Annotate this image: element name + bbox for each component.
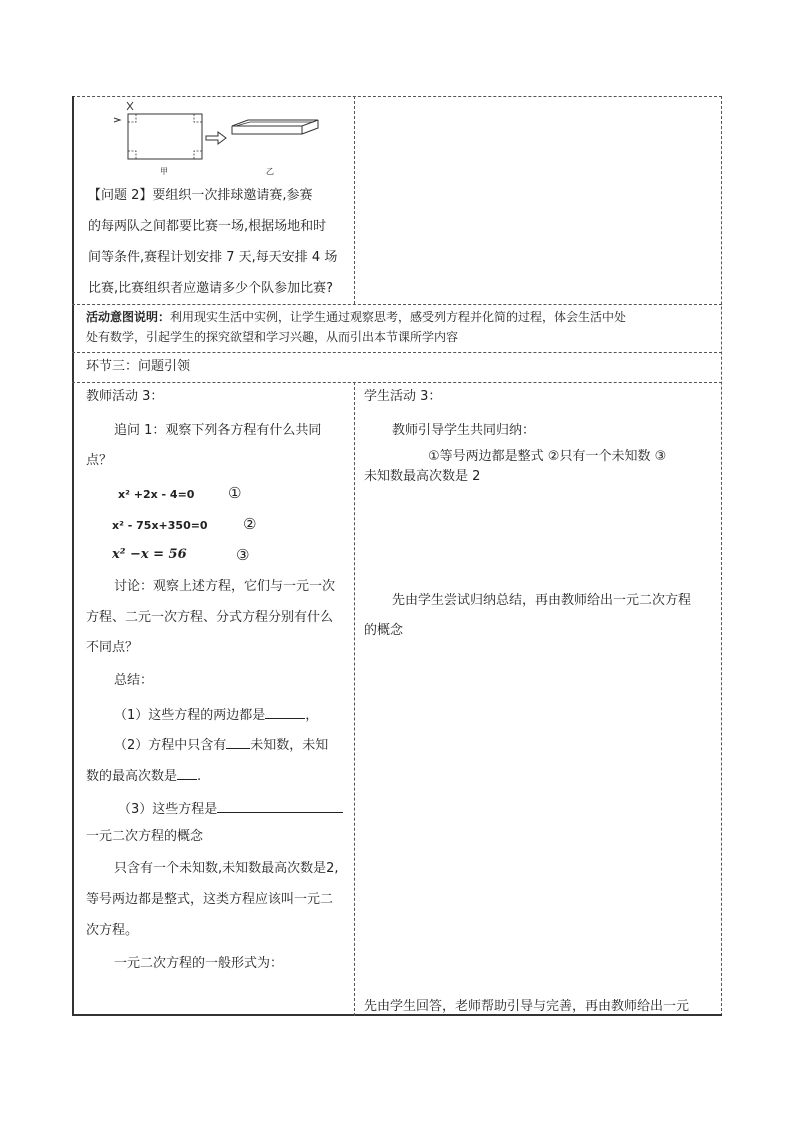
column-divider — [354, 96, 355, 304]
equation-3: x² −x = 56 — [112, 547, 187, 562]
column-divider — [354, 382, 355, 1016]
figure-label-left: 甲 — [160, 167, 168, 176]
summary-item-2-text-a: （2）方程中只含有 — [114, 738, 227, 753]
problem2-line3: 间等条件,赛程计划安排 7 天,每天安排 4 场 — [88, 250, 338, 265]
section3-title: 环节三：问题引领 — [86, 359, 191, 374]
teacher-heading: 教师活动 3： — [86, 389, 164, 404]
summary-item-2 — [114, 734, 328, 755]
summary-item-2-text-c: 数的最高次数是 — [86, 769, 178, 784]
equation-2: x² - 75x+350=0 — [112, 519, 208, 532]
problem2-line4: 比赛,比赛组织者应邀请多少个队参加比赛? — [88, 281, 334, 296]
student-heading: 学生活动 3： — [364, 389, 442, 404]
q1-line1: 追问 1：观察下列各方程有什么共同 — [114, 423, 322, 438]
student-try-line2: 的概念 — [364, 623, 404, 638]
summary-item-2-end: . — [197, 769, 202, 784]
blank-field[interactable] — [226, 734, 250, 749]
row-divider — [72, 304, 722, 305]
student-points-line2: 未知数最高次数是 2 — [364, 469, 481, 484]
equation-2-mark: ② — [243, 515, 257, 533]
blank-field[interactable] — [177, 765, 197, 780]
equation-1: x² +2x - 4=0 — [118, 488, 195, 501]
summary-item-2-text-b: 未知数，未知 — [250, 738, 329, 753]
intent-line2: 处有数学，引起学生的探究欲望和学习兴趣，从而引出本节课所学内容 — [86, 330, 459, 344]
summary-item-1 — [114, 704, 318, 725]
discuss-line2: 方程、二元一次方程、分式方程分别有什么 — [86, 610, 334, 625]
concept-line2: 等号两边都是整式，这类方程应该叫一元二 — [86, 892, 334, 907]
lesson-plan-table — [72, 96, 722, 1016]
student-answer-line: 先由学生回答，老师帮助引导与完善，再由教师给出一元 — [364, 999, 690, 1014]
summary-item-3-text: （3）这些方程是 — [118, 802, 218, 817]
row-divider — [72, 352, 722, 353]
box-figure — [110, 100, 330, 180]
concept-line3: 次方程。 — [86, 923, 139, 938]
summary-item-1-text: （1）这些方程的两边都是 — [114, 708, 266, 723]
summary-item-3 — [118, 798, 343, 819]
intent-text-1: 利用现实生活中实例，让学生通过观察思考，感受列方程并化简的过程，体会生活中处 — [170, 310, 627, 324]
student-guide: 教师引导学生共同归纳： — [392, 423, 536, 438]
student-points-line1: ①等号两边都是整式 ②只有一个未知数 ③ — [428, 449, 667, 464]
q1-line2: 点？ — [86, 453, 113, 468]
blank-field[interactable] — [217, 798, 343, 813]
concept-title: 一元二次方程的概念 — [86, 829, 204, 844]
table-left-edge — [72, 96, 74, 1016]
summary-item-1-end: ， — [305, 708, 319, 723]
problem2-line1: 【问题 2】要组织一次排球邀请赛,参赛 — [88, 188, 313, 203]
equation-1-mark: ① — [228, 484, 242, 502]
concept-line1: 只含有一个未知数,未知数最高次数是2, — [114, 861, 339, 876]
discuss-line1: 讨论：观察上述方程，它们与一元一次 — [114, 579, 336, 594]
general-form: 一元二次方程的一般形式为： — [114, 956, 284, 971]
summary-label: 总结： — [114, 673, 154, 688]
figure-label-right: 乙 — [266, 167, 274, 176]
intent-label: 活动意图说明： — [86, 310, 171, 324]
problem2-line2: 的每两队之间都要比赛一场,根据场地和时 — [88, 219, 327, 234]
student-try-line1: 先由学生尝试归纳总结，再由教师给出一元二次方程 — [392, 593, 692, 608]
row-divider — [72, 382, 722, 383]
intent-line1 — [86, 308, 626, 326]
discuss-line3: 不同点？ — [86, 640, 139, 655]
equation-3-mark: ③ — [236, 546, 250, 564]
summary-item-2-cont — [86, 765, 201, 786]
blank-field[interactable] — [265, 704, 305, 719]
